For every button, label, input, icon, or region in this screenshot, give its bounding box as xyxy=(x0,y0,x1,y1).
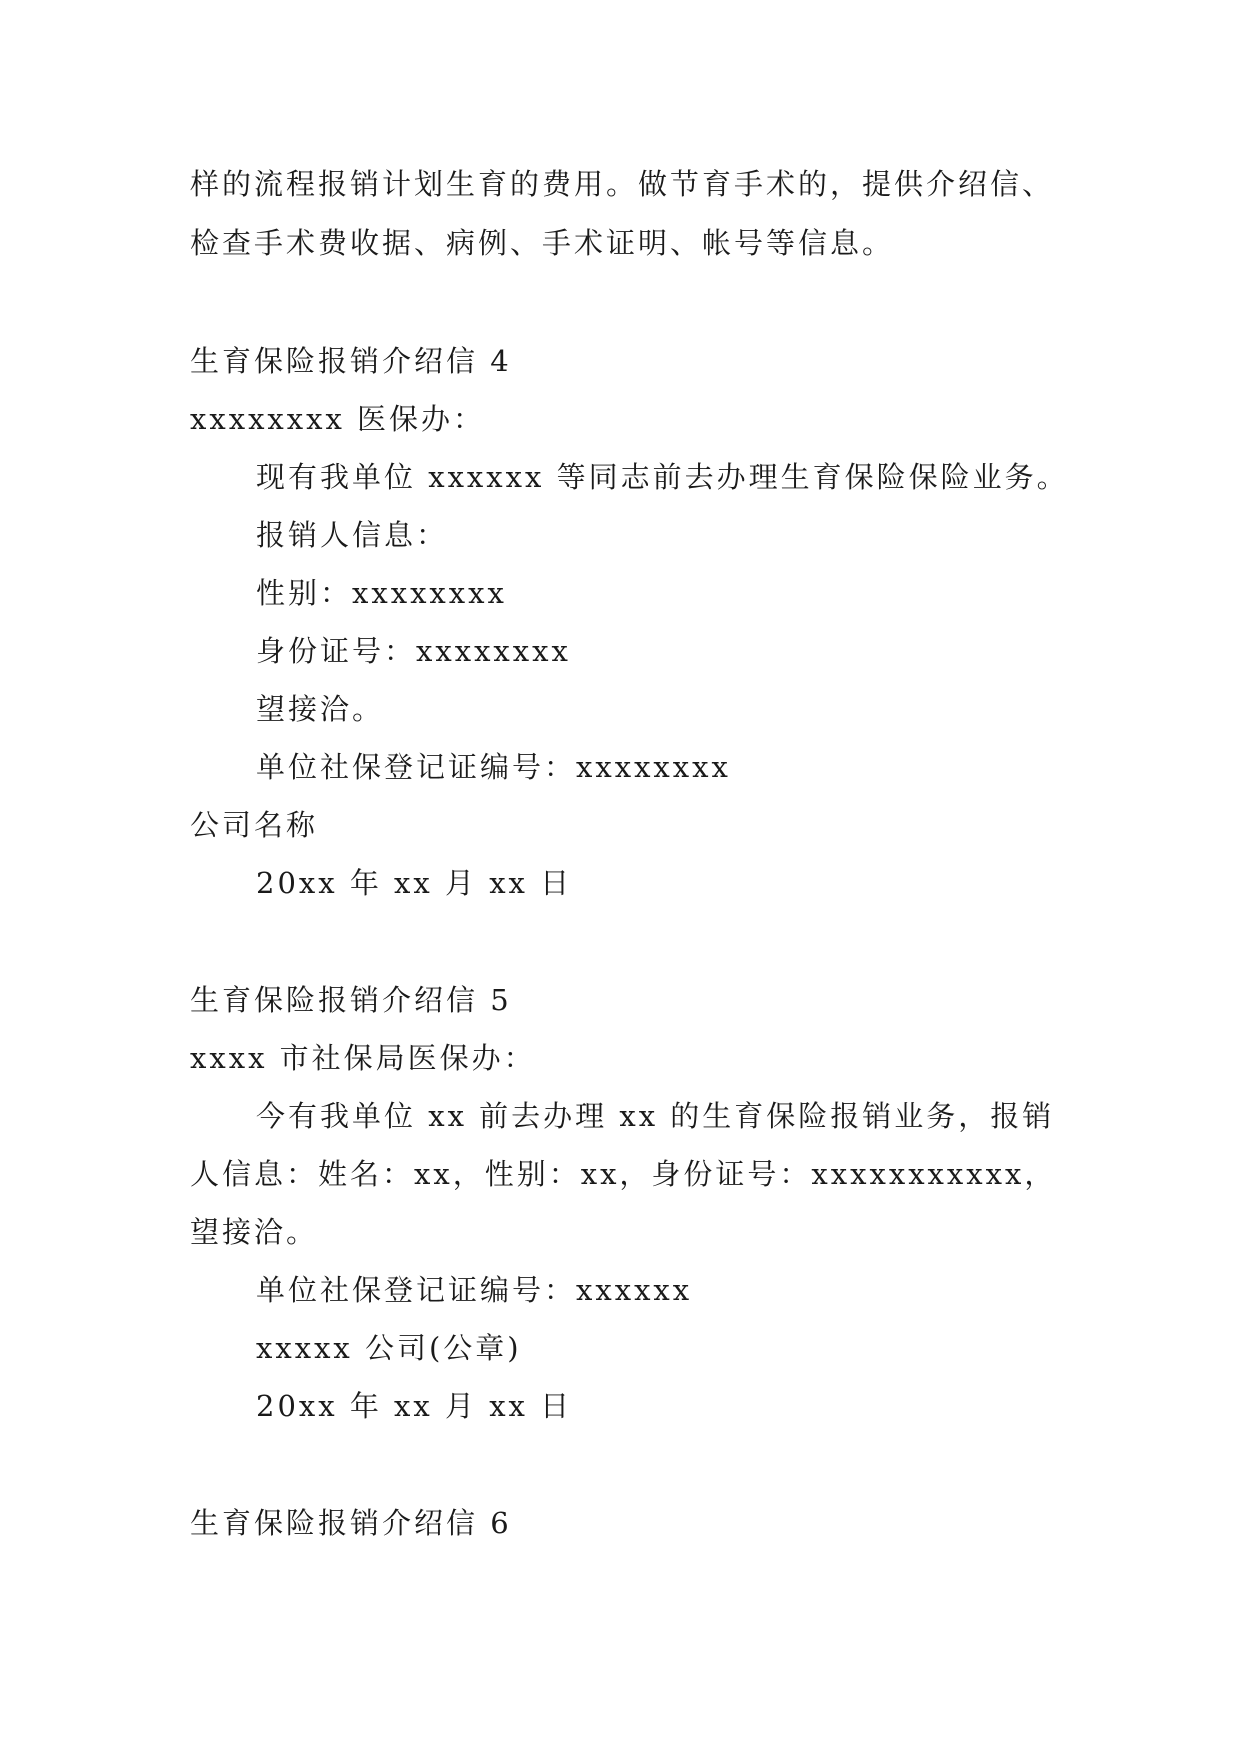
letter5-body-line-1: 今有我单位 xx 前去办理 xx 的生育保险报销业务，报销 xyxy=(256,1099,1055,1133)
letter5-company: xxxxx 公司(公章) xyxy=(256,1331,522,1365)
letter4-id-number: 身份证号：xxxxxxxx xyxy=(256,634,571,668)
letter4-gender: 性别：xxxxxxxx xyxy=(256,576,507,610)
letter5-body-line-3: 望接洽。 xyxy=(190,1215,319,1249)
letter4-salutation: xxxxxxxx 医保办： xyxy=(190,402,486,436)
letter4-body-2: 报销人信息： xyxy=(256,518,449,552)
letter5-reg-number: 单位社保登记证编号：xxxxxx xyxy=(256,1273,693,1307)
letter4-reg-number: 单位社保登记证编号：xxxxxxxx xyxy=(256,750,731,784)
letter5-salutation: xxxx 市社保局医保办： xyxy=(190,1041,536,1075)
letter4-date: 20xx 年 xx 月 xx 日 xyxy=(256,866,573,900)
letter4-company: 公司名称 xyxy=(190,808,319,842)
letter4-body-1: 现有我单位 xxxxxx 等同志前去办理生育保险保险业务。 xyxy=(256,460,1069,494)
letter5-date: 20xx 年 xx 月 xx 日 xyxy=(256,1389,573,1423)
letter6-title: 生育保险报销介绍信 6 xyxy=(190,1506,512,1540)
intro-line-2: 检查手术费收据、病例、手术证明、帐号等信息。 xyxy=(190,226,895,260)
intro-line-1: 样的流程报销计划生育的费用。做节育手术的，提供介绍信、 xyxy=(190,167,1055,201)
letter4-title: 生育保险报销介绍信 4 xyxy=(190,344,512,378)
letter5-body-line-2: 人信息：姓名：xx，性别：xx，身份证号：xxxxxxxxxxx， xyxy=(190,1157,1057,1191)
letter4-closing: 望接洽。 xyxy=(256,692,385,726)
letter5-title: 生育保险报销介绍信 5 xyxy=(190,983,512,1017)
